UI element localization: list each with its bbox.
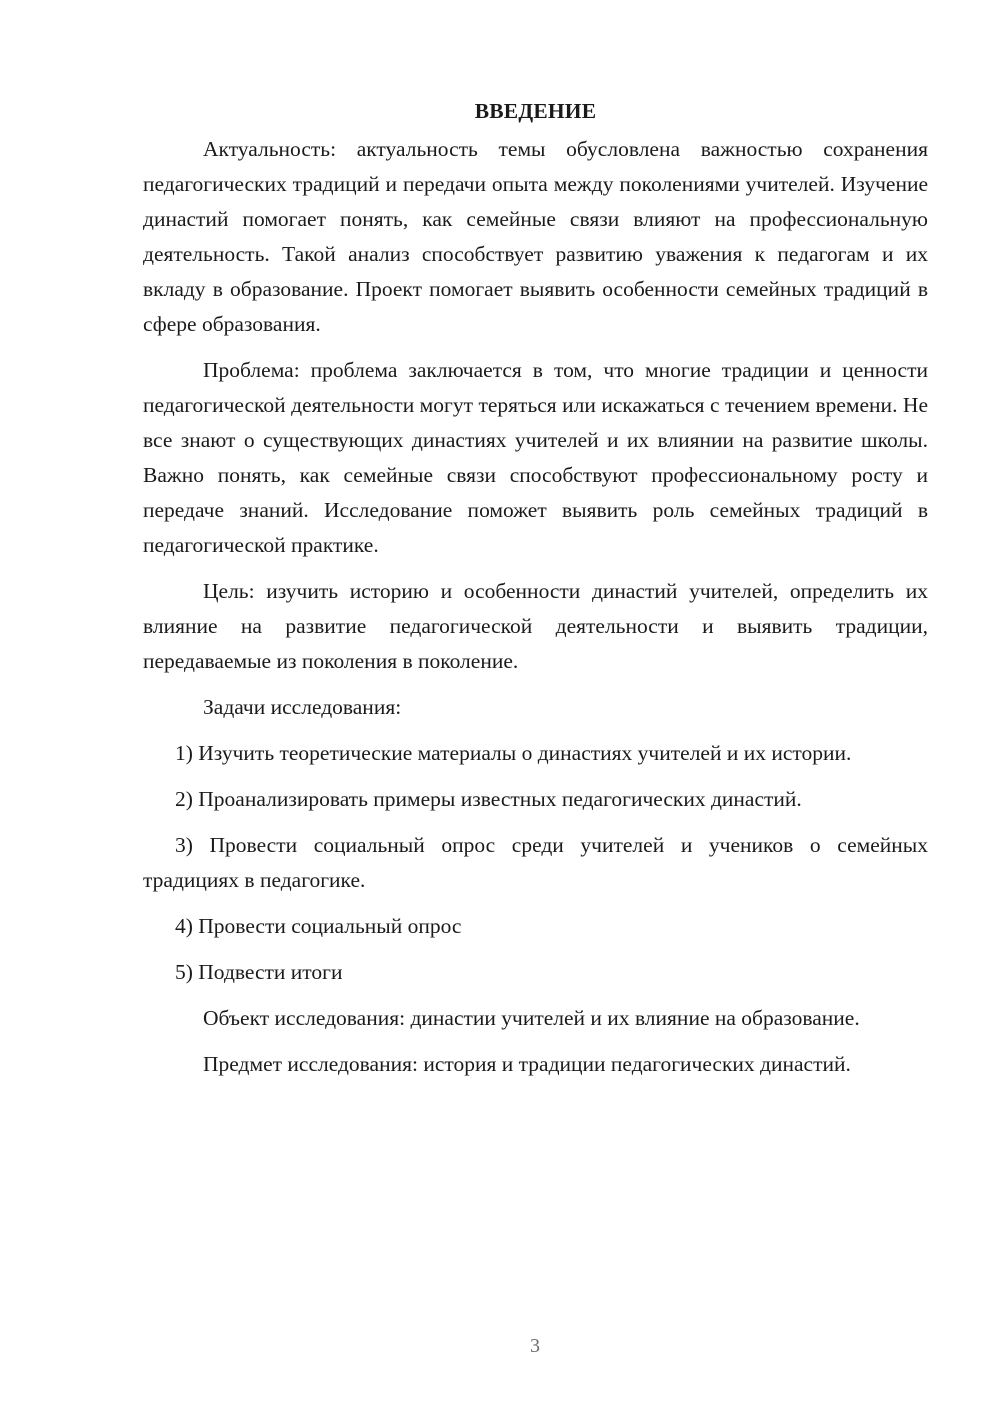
document-page — [143, 96, 928, 1093]
research-object-paragraph: Объект исследования: династии учителей и их влияние на образование. — [203, 1006, 860, 1030]
problem-paragraph: Проблема: проблема заключается в том, что многие традиции и ценности педагогической деятельности могут теряться или искажаться с течением времени. Не все знают о существующих династиях учителей и их влиянии на развитие школы. Важно понять, как семейные связи способствуют профессиональному росту и передаче знаний. Исследование поможет выявить роль семейных традиций в педагогической практике. — [143, 358, 928, 557]
page-number: 3 — [530, 1335, 540, 1357]
task-item: 4) Провести социальный опрос — [175, 914, 462, 938]
research-subject-paragraph: Предмет исследования: история и традиции педагогических династий. — [203, 1052, 851, 1076]
task-item: 5) Подвести итоги — [175, 960, 343, 984]
goal-paragraph: Цель: изучить историю и особенности династий учителей, определить их влияние на развитие педагогической деятельности и выявить традиции, передаваемые из поколения в поколение. — [143, 579, 928, 673]
tasks-heading: Задачи исследования: — [203, 695, 402, 719]
relevance-paragraph: Актуальность: актуальность темы обусловлена важностью сохранения педагогических традиций и передачи опыта между поколениями учителей. Изучение династий помогает понять, как семейные связи влияют на профессиональную деятельность. Такой анализ способствует развитию уважения к педагогам и их вкладу в образование. Проект помогает выявить особенности семейных традиций в сфере образования. — [143, 137, 928, 336]
task-item: 1) Изучить теоретические материалы о династиях учителей и их истории. — [175, 741, 852, 765]
section-title: ВВЕДЕНИЕ — [474, 99, 597, 123]
task-item: 3) Провести социальный опрос среди учителей и учеников о семейных традициях в педагогике. — [143, 833, 928, 892]
task-item: 2) Проанализировать примеры известных педагогических династий. — [175, 787, 802, 811]
